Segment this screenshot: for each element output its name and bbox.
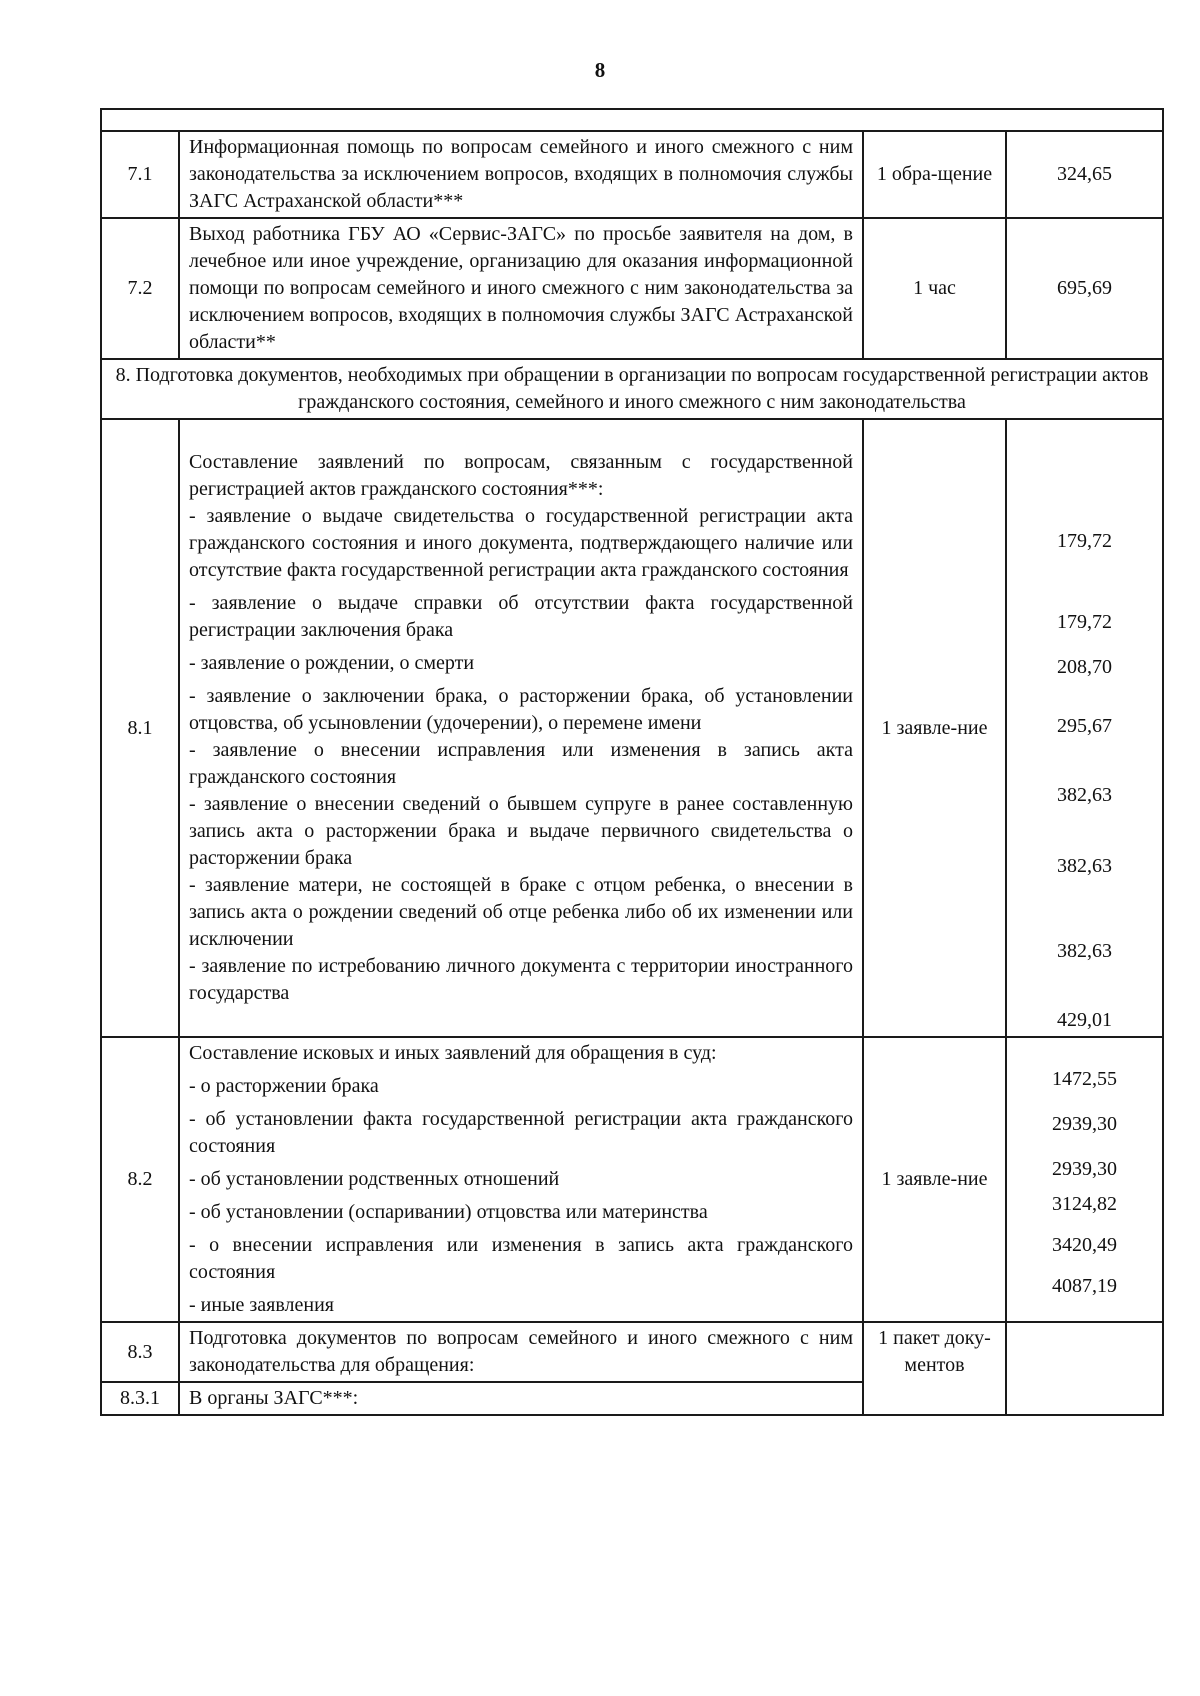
price-cell: 4087,19 [1052, 1275, 1117, 1297]
service-description [179, 419, 863, 1037]
list-item: - заявление о выдаче свидетельства о государственной регистрации акта гражданского состояния и иного документа, подтверждающего наличие или отсутствие факта государственной регистрации акта гражданского состояния [189, 505, 853, 581]
price-cell: 2939,30 [1052, 1113, 1117, 1135]
list-item: - о расторжении брака [189, 1075, 379, 1097]
service-description: Выход работника ГБУ АО «Сервис-ЗАГС» по просьбе заявителя на дом, в лечебное или иное учреждение, организацию для оказания информационной помощи по вопросам семейного и иного смежного с ним законодательства за исключением вопросов, входящих в полномочия службы ЗАГС Астраханской области** [179, 218, 863, 359]
unit-of-measure: 1 обра-щение [863, 131, 1006, 218]
service-description: В органы ЗАГС***: [179, 1382, 863, 1415]
row-number: 7.1 [101, 131, 179, 218]
price-cell: 382,63 [1057, 784, 1112, 806]
list-item: - об установлении (оспаривании) отцовства или материнства [189, 1201, 708, 1223]
table-row-8-2 [101, 1037, 1163, 1322]
table-top-strip [101, 109, 1163, 131]
price-cell: 179,72 [1057, 530, 1112, 552]
price-cell: 695,69 [1006, 218, 1163, 359]
table-row-8-1 [101, 419, 1163, 1037]
list-item: - иные заявления [189, 1294, 334, 1316]
unit-of-measure: 1 заявле-ние [863, 1037, 1006, 1322]
price-cell: 3420,49 [1052, 1234, 1117, 1256]
price-column [1006, 1037, 1163, 1322]
price-cell: 429,01 [1057, 1009, 1112, 1031]
price-cell: 295,67 [1057, 715, 1112, 737]
unit-of-measure: 1 заявле-ние [863, 419, 1006, 1037]
price-cell: 208,70 [1057, 656, 1112, 678]
price-cell: 3124,82 [1052, 1193, 1117, 1215]
price-cell: 382,63 [1057, 940, 1112, 962]
price-cell: 2939,30 [1052, 1158, 1117, 1180]
list-item: - заявление матери, не состоящей в браке с отцом ребенка, о внесении в запись акта о рождении сведений об отце ребенка либо об их изменении или исключении [189, 874, 853, 950]
price-column [1006, 419, 1163, 1037]
price-cell: 179,72 [1057, 611, 1112, 633]
list-item: - об установлении факта государственной регистрации акта гражданского состояния [189, 1108, 853, 1157]
price-cell: 382,63 [1057, 855, 1112, 877]
list-item: - заявление по истребованию личного документа с территории иностранного государства [189, 955, 853, 1004]
service-description [179, 1037, 863, 1322]
page-number: 8 [594, 58, 606, 82]
row-number: 8.3.1 [101, 1382, 179, 1415]
section-header-row [101, 359, 1163, 419]
list-item: - заявление о заключении брака, о расторжении брака, об установлении отцовства, об усыновлении (удочерении), о перемене имени [189, 685, 853, 734]
unit-of-measure: 1 час [863, 218, 1006, 359]
table-row-7-1 [101, 131, 1163, 218]
list-item: - о внесении исправления или изменения в запись акта гражданского состояния [189, 1234, 853, 1283]
row-number: 8.2 [101, 1037, 179, 1322]
list-item: - заявление о внесении сведений о бывшем супруге в ранее составленную запись акта о расторжении брака и выдаче первичного свидетельства о расторжении брака [189, 793, 853, 869]
section-8-title: 8. Подготовка документов, необходимых при обращении в организации по вопросам государственной регистрации актов гражданского состояния, семейного и иного смежного с ним законодательства [101, 359, 1163, 419]
list-item: - заявление о внесении исправления или изменения в запись акта гражданского состояния [189, 739, 853, 788]
service-description: Информационная помощь по вопросам семейного и иного смежного с ним законодательства за исключением вопросов, входящих в полномочия службы ЗАГС Астраханской области*** [179, 131, 863, 218]
section-intro: Составление заявлений по вопросам, связанным с государственной регистрацией актов гражданского состояния***: [189, 451, 853, 500]
price-cell: 1472,55 [1052, 1068, 1117, 1090]
unit-of-measure: 1 пакет доку-ментов [863, 1322, 1006, 1415]
list-item: - об установлении родственных отношений [189, 1168, 560, 1190]
tariff-table [100, 108, 1164, 1416]
table-row-7-2 [101, 218, 1163, 359]
service-description: Подготовка документов по вопросам семейного и иного смежного с ним законодательства для обращения: [179, 1322, 863, 1382]
section-intro: Составление исковых и иных заявлений для обращения в суд: [189, 1042, 717, 1064]
row-number: 8.3 [101, 1322, 179, 1382]
row-number: 7.2 [101, 218, 179, 359]
table-row-8-3 [101, 1322, 1163, 1382]
list-item: - заявление о выдаче справки об отсутствии факта государственной регистрации заключения брака [189, 592, 853, 641]
list-item: - заявление о рождении, о смерти [189, 652, 475, 674]
price-cell [1006, 1322, 1163, 1415]
row-number: 8.1 [101, 419, 179, 1037]
price-cell: 324,65 [1006, 131, 1163, 218]
